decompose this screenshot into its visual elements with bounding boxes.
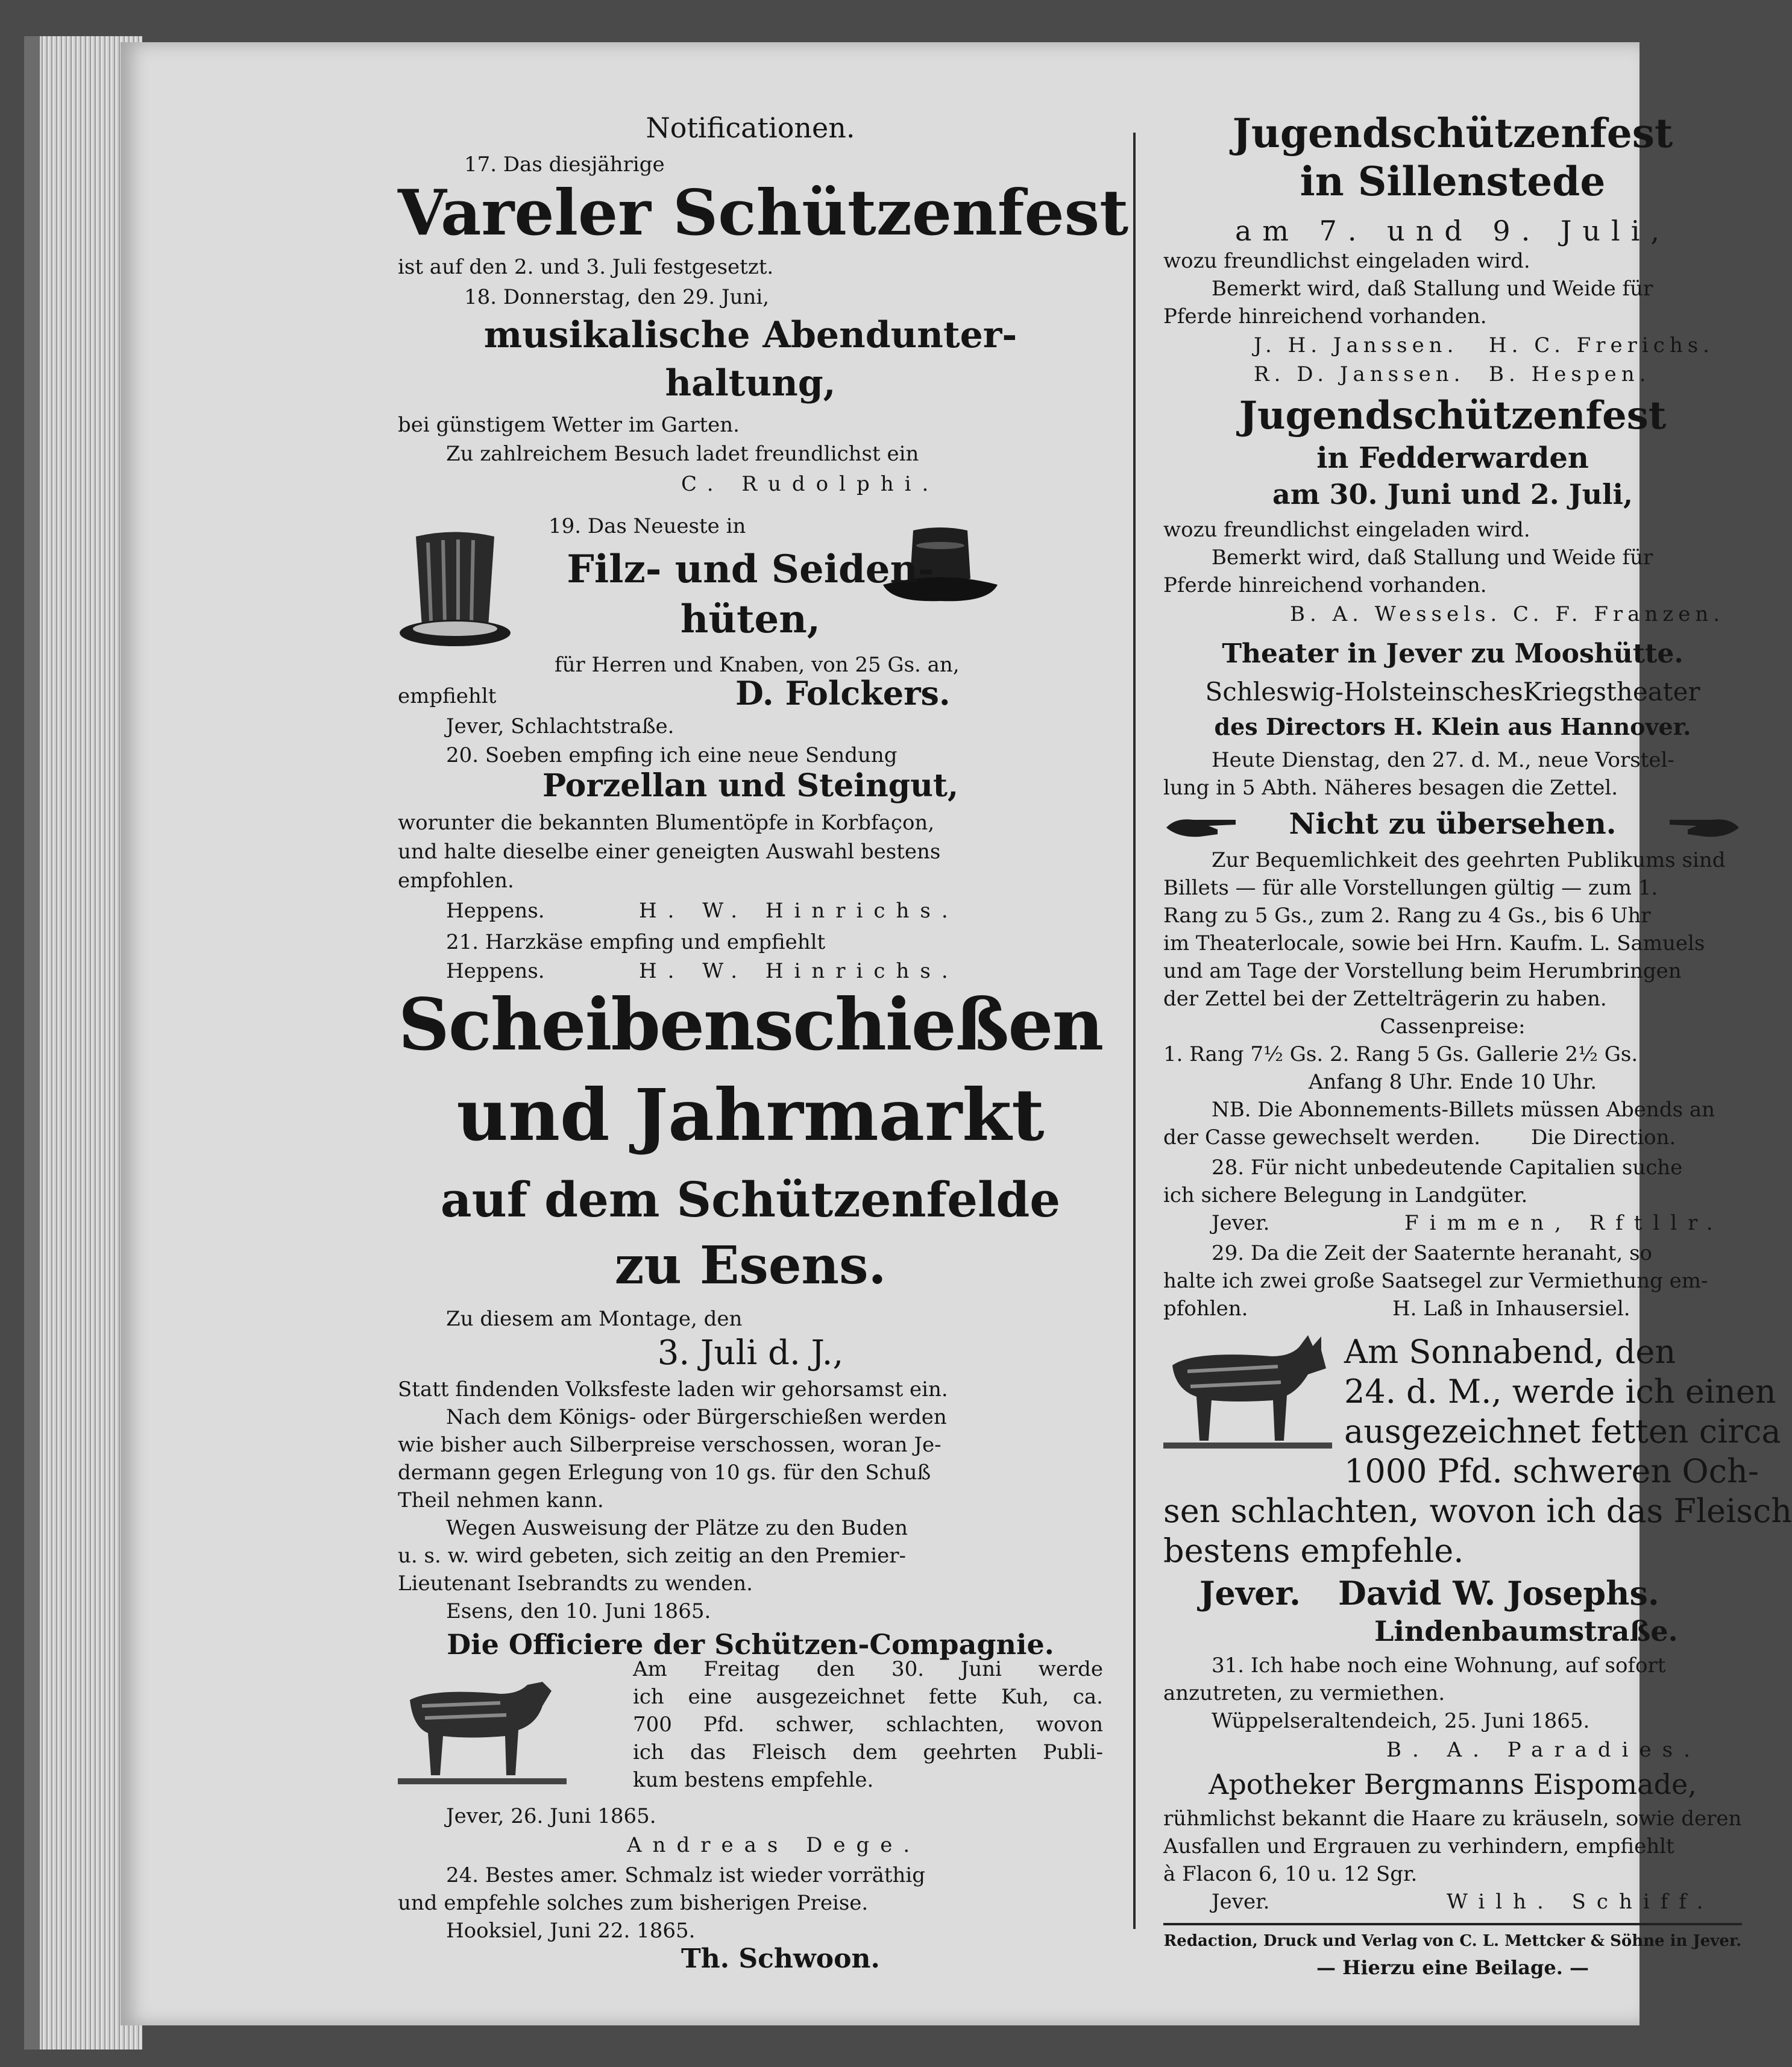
n29-line-2: halte ich zwei große Saatsegel zur Vermiethung em-	[1163, 1269, 1708, 1293]
ox-place: Jever.	[1199, 1574, 1301, 1612]
column-divider	[1133, 133, 1136, 1929]
n31-line-1: 31. Ich habe noch eine Wohnung, auf sofort	[1212, 1653, 1666, 1678]
pointing-hand-right-icon	[1664, 813, 1742, 843]
theater-body-2: Billets — für alle Vorstellungen gültig — zum 1.	[1163, 876, 1658, 900]
n19-signature: D. Folckers.	[735, 674, 951, 713]
n24-dateline: Hooksiel, Juni 22. 1865.	[446, 1919, 696, 1943]
theater-title-1: Theater in Jever zu Mooshütte.	[1222, 638, 1684, 669]
esens-p2-line-3: Lieutenant Isebrandts zu wenden.	[398, 1571, 753, 1596]
ox-line-5: sen schlachten, wovon ich das Fleisch	[1163, 1492, 1792, 1530]
fedderwarden-date: am 30. Juni und 2. Juli,	[1272, 478, 1633, 511]
n29-line-1: 29. Da die Zeit der Saaternte heranaht, so	[1212, 1241, 1652, 1265]
sillenstede-title-1: Jugendschützenfest	[1232, 110, 1673, 157]
n29-signature: H. Laß in Inhausersiel.	[1392, 1297, 1630, 1321]
theater-body-1: Zur Bequemlichkeit des geehrten Publikums sind	[1212, 848, 1726, 872]
pomade-line-3: à Flacon 6, 10 u. 12 Sgr.	[1163, 1862, 1418, 1886]
n18-title-2: haltung,	[665, 362, 836, 404]
esens-title-3: auf dem Schützenfelde	[440, 1171, 1061, 1228]
theater-prices-heading: Cassenpreise:	[1380, 1015, 1526, 1039]
theater-line-1: Heute Dienstag, den 27. d. M., neue Vorstel-	[1212, 748, 1674, 772]
cow-line-4: ich das Fleisch dem geehrten Publi-	[633, 1740, 1103, 1764]
fedderwarden-title-2: in Fedderwarden	[1316, 441, 1589, 475]
n20-title: Porzellan und Steingut,	[542, 767, 959, 804]
n28-place: Jever.	[1212, 1211, 1270, 1235]
n19-title-2: hüten,	[680, 597, 821, 642]
fedderwarden-sign-a: B. A. Wessels.	[1290, 602, 1502, 626]
esens-invite: Zu diesem am Montage, den	[446, 1307, 743, 1331]
pomade-place: Jever.	[1212, 1890, 1270, 1914]
n19-intro: 19. Das Neueste in	[549, 514, 746, 538]
fedderwarden-line-2: Bemerkt wird, daß Stallung und Weide für	[1212, 546, 1653, 570]
sillenstede-line-1: wozu freundlichst eingeladen wird.	[1163, 249, 1530, 273]
theater-body-3: Rang zu 5 Gs., zum 2. Rang zu 4 Gs., bis 6 Uhr	[1163, 904, 1651, 928]
esens-p2-line-2: u. s. w. wird gebeten, sich zeitig an den Premier-	[398, 1544, 907, 1568]
n21-signature: H. W. Hinrichs.	[639, 959, 959, 983]
esens-p1-line-4: dermann gegen Erlegung von 10 gs. für den Schuß	[398, 1461, 931, 1485]
theater-title-3: des Directors H. Klein aus Hannover.	[1214, 713, 1691, 740]
sillenstede-line-3: Pferde hinreichend vorhanden.	[1163, 304, 1487, 329]
n20-line-3: empfohlen.	[398, 869, 514, 893]
n21-place: Heppens.	[446, 959, 545, 983]
sillenstede-sign-2b: B. Hespen.	[1489, 362, 1651, 386]
n24-signature: Th. Schwoon.	[681, 1943, 880, 1974]
pomade-line-1: rühmlichst bekannt die Haare zu kräuseln, sowie deren	[1163, 1807, 1742, 1831]
fedderwarden-line-3: Pferde hinreichend vorhanden.	[1163, 573, 1487, 597]
footer-imprint: Redaction, Druck und Verlag von C. L. Mettcker & Söhne in Jever.	[1163, 1932, 1742, 1950]
n20-place: Heppens.	[446, 899, 545, 923]
sillenstede-date: am 7. und 9. Juli,	[1234, 215, 1671, 247]
sillenstede-line-2: Bemerkt wird, daß Stallung und Weide für	[1212, 277, 1653, 301]
cow-line-2: ich eine ausgezeichnet fette Kuh, ca.	[633, 1685, 1103, 1709]
esens-signature: Die Officiere der Schützen-Compagnie.	[447, 1628, 1054, 1661]
sillenstede-title-2: in Sillenstede	[1300, 158, 1606, 205]
ox-signature: David W. Josephs.	[1338, 1574, 1659, 1612]
n28-line-1: 28. Für nicht unbedeutende Capitalien suche	[1212, 1156, 1683, 1180]
pomade-line-2: Ausfallen und Ergrauen zu verhindern, empfiehlt	[1163, 1834, 1674, 1858]
pomade-signature: Wilh. Schiff.	[1447, 1890, 1714, 1914]
n20-intro: 20. Soeben empfing ich eine neue Sendung	[446, 743, 898, 767]
n19-line-1: für Herren und Knaben, von 25 Gs. an,	[555, 653, 960, 677]
n19-recommends: empfiehlt	[398, 684, 497, 708]
n24-line-1: 24. Bestes amer. Schmalz ist wieder vorräthig	[446, 1863, 926, 1887]
ox-line-3: ausgezeichnet fetten circa	[1344, 1412, 1781, 1450]
n18-line-1: bei günstigem Wetter im Garten.	[398, 413, 740, 437]
esens-title-4: zu Esens.	[614, 1235, 887, 1296]
notifications-heading: Notificationen.	[646, 112, 855, 144]
n20-signature: H. W. Hinrichs.	[639, 899, 959, 923]
n28-signature: Fimmen, Rftllr.	[1404, 1211, 1724, 1235]
n19-address: Jever, Schlachtstraße.	[446, 714, 674, 738]
ox-line-4: 1000 Pfd. schweren Och-	[1344, 1452, 1759, 1490]
ox-line-2: 24. d. M., werde ich einen	[1344, 1373, 1776, 1411]
esens-p1-line-5: Theil nehmen kann.	[398, 1488, 604, 1512]
cow-line-1: Am Freitag den 30. Juni werde	[633, 1657, 1103, 1681]
esens-title-1: Scheibenschießen	[398, 983, 1103, 1066]
esens-p1-line-3: wie bisher auch Silberpreise verschossen, woran Je-	[398, 1433, 942, 1457]
cow-line-5: kum bestens empfehle.	[633, 1768, 874, 1792]
n24-line-2: und empfehle solches zum bisherigen Preise.	[398, 1891, 869, 1915]
theater-direction: Die Direction.	[1531, 1125, 1676, 1150]
footer-rule	[1163, 1923, 1742, 1925]
sillenstede-sign-1b: H. C. Frerichs.	[1489, 333, 1714, 357]
n17-intro: 17. Das diesjährige	[464, 153, 665, 177]
n31-signature: B. A. Paradies.	[1386, 1738, 1701, 1762]
cow-dateline: Jever, 26. Juni 1865.	[446, 1804, 656, 1828]
esens-title-2: und Jahrmarkt	[456, 1073, 1045, 1157]
theater-nb-2: der Casse gewechselt werden.	[1163, 1125, 1481, 1150]
esens-p1-line-2: Nach dem Königs- oder Bürgerschießen werden	[446, 1405, 947, 1429]
theater-prices: 1. Rang 7½ Gs. 2. Rang 5 Gs. Gallerie 2½ Gs.	[1163, 1042, 1638, 1066]
theater-title-2: Schleswig-HolsteinschesKriegstheater	[1205, 677, 1700, 706]
ox-line-6: bestens empfehle.	[1163, 1532, 1464, 1570]
esens-date: 3. Juli d. J.,	[657, 1333, 844, 1373]
fedderwarden-title-1: Jugendschützenfest	[1239, 393, 1667, 438]
esens-dateline: Esens, den 10. Juni 1865.	[446, 1599, 711, 1623]
cow-line-3: 700 Pfd. schwer, schlachten, wovon	[633, 1713, 1103, 1737]
n17-title: Vareler Schützenfest	[398, 175, 1129, 250]
n18-title-1: musikalische Abendunter-	[483, 314, 1017, 356]
n31-line-2: anzutreten, zu vermiethen.	[1163, 1681, 1445, 1705]
theater-body-6: der Zettel bei der Zettelträgerin zu haben.	[1163, 987, 1607, 1011]
fedderwarden-line-1: wozu freundlichst eingeladen wird.	[1163, 518, 1530, 542]
sillenstede-sign-1a: J. H. Janssen.	[1254, 333, 1459, 357]
ox-woodcut-icon	[1163, 1329, 1332, 1450]
cow-woodcut-icon	[398, 1670, 567, 1790]
n31-dateline: Wüppelseraltendeich, 25. Juni 1865.	[1212, 1709, 1590, 1733]
n21-line-1: 21. Harzkäse empfing und empfiehlt	[446, 930, 826, 954]
n19-title-1: Filz- und Seiden-	[567, 547, 934, 592]
esens-p1-line-1: Statt findenden Volksfeste laden wir gehorsamst ein.	[398, 1377, 948, 1402]
pomade-title: Apotheker Bergmanns Eispomade,	[1209, 1768, 1697, 1801]
n18-signature: C. Rudolphi.	[681, 472, 940, 496]
n29-line-3: pfohlen.	[1163, 1297, 1248, 1321]
n18-intro: 18. Donnerstag, den 29. Juni,	[464, 285, 770, 309]
ox-line-1: Am Sonnabend, den	[1344, 1333, 1676, 1371]
theater-times: Anfang 8 Uhr. Ende 10 Uhr.	[1308, 1070, 1597, 1094]
newspaper-page	[121, 42, 1792, 2025]
fedderwarden-sign-b: C. F. Franzen.	[1513, 602, 1725, 626]
ox-street: Lindenbaumstraße.	[1374, 1615, 1678, 1647]
sillenstede-sign-2a: R. D. Janssen.	[1254, 362, 1465, 386]
theater-body-5: und am Tage der Vorstellung beim Herumbringen	[1163, 959, 1682, 983]
n28-line-2: ich sichere Belegung in Landgüter.	[1163, 1183, 1528, 1207]
n18-line-2: Zu zahlreichem Besuch ladet freundlichst ein	[446, 442, 919, 466]
cow-signature: Andreas Dege.	[627, 1833, 921, 1857]
esens-p2-line-1: Wegen Ausweisung der Plätze zu den Buden	[446, 1516, 908, 1540]
theater-notice: Nicht zu übersehen.	[1289, 807, 1617, 841]
theater-line-2: lung in 5 Abth. Näheres besagen die Zettel.	[1163, 776, 1618, 800]
theater-body-4: im Theaterlocale, sowie bei Hrn. Kaufm. L. Samuels	[1163, 931, 1705, 955]
theater-nb-1: NB. Die Abonnements-Billets müssen Abends an	[1212, 1098, 1715, 1122]
n17-date: ist auf den 2. und 3. Juli festgesetzt.	[398, 255, 774, 279]
footer-supplement: — Hierzu eine Beilage. —	[1316, 1956, 1589, 1979]
n20-line-2: und halte dieselbe einer geneigten Auswahl bestens	[398, 840, 941, 864]
n20-line-1: worunter die bekannten Blumentöpfe in Korbfaçon,	[398, 811, 935, 835]
